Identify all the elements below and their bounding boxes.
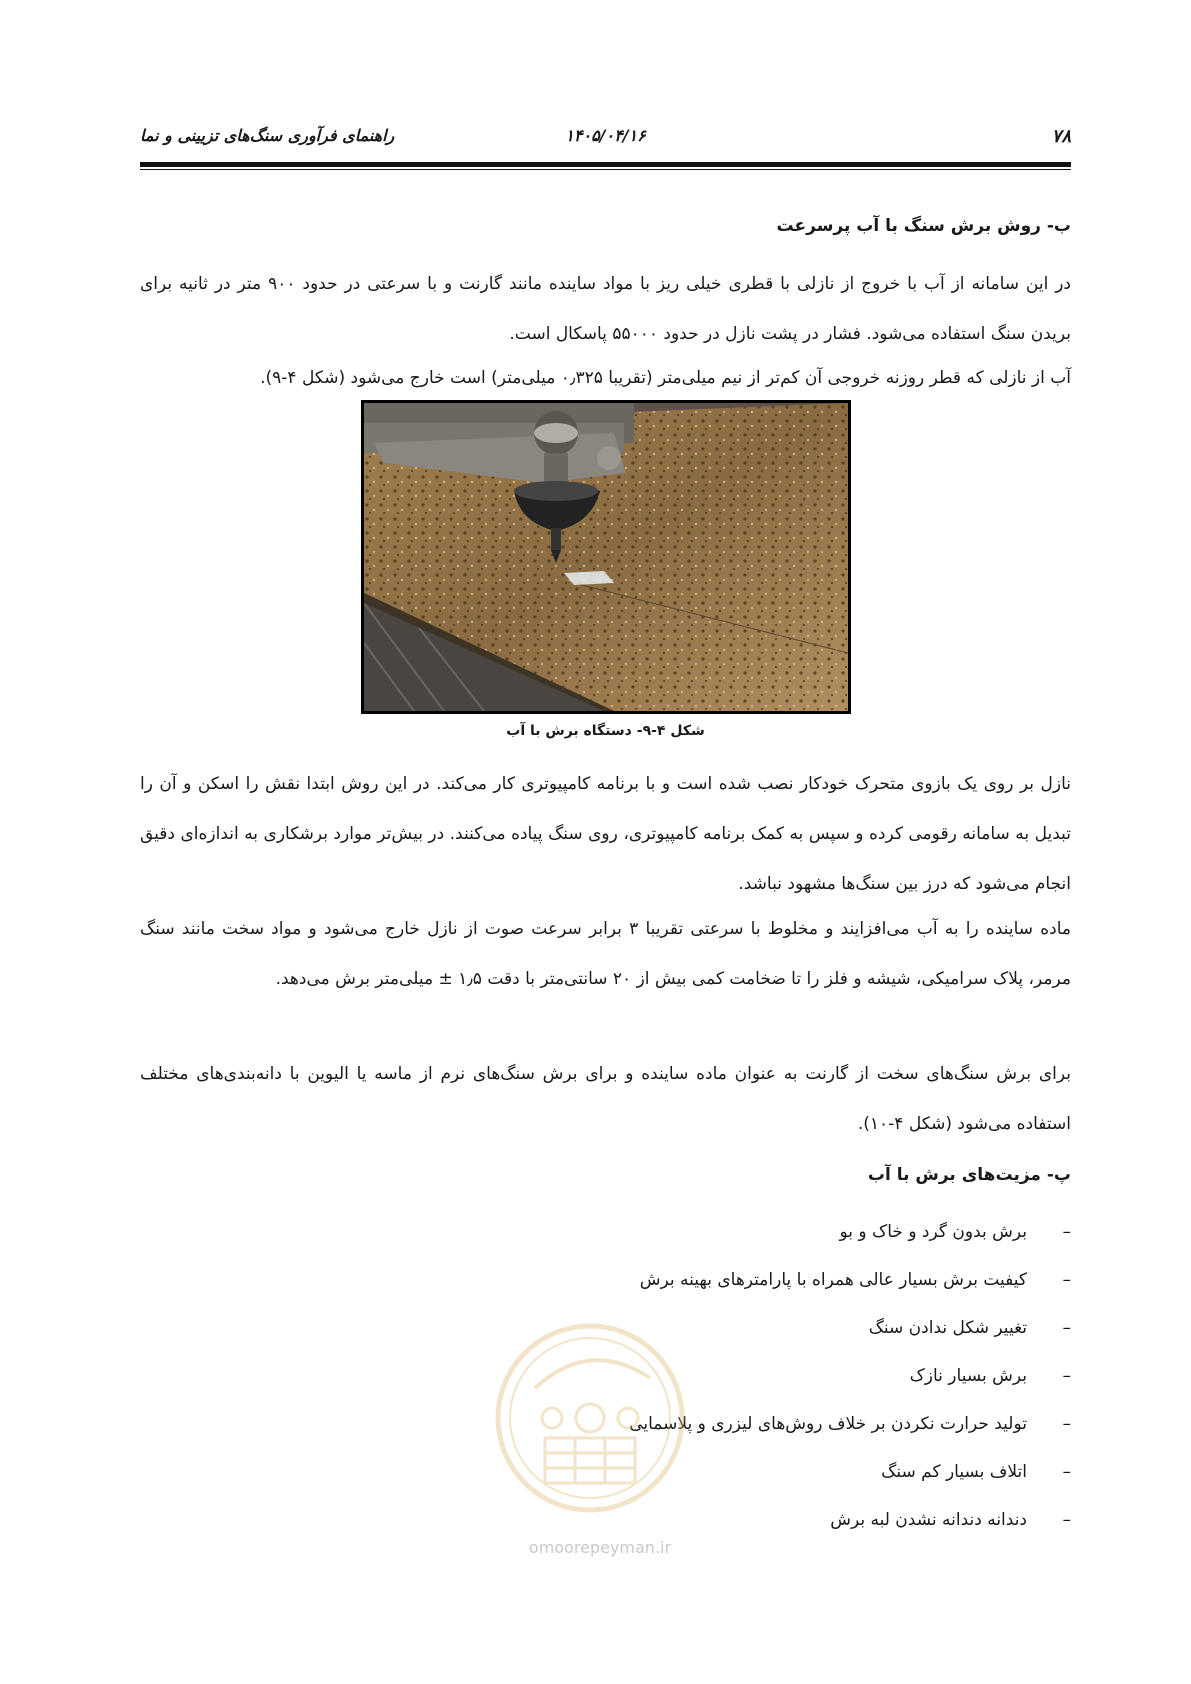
list-item-text: اتلاف بسیار کم سنگ [881,1462,1027,1482]
bullet-dash: – [1062,1462,1071,1482]
list-item-text: دندانه دندانه نشدن لبه برش [830,1510,1027,1530]
page-header [140,126,1071,156]
list-item [471,1256,1071,1304]
paragraph-4: ماده ساینده را به آب می‌افزایند و مخلوط با سرعتی تقریبا ۳ برابر سرعت صوت از نازل خارج می‌شود و مواد سخت مانند سنگ مرمر، پلاک سرامیکی، شیشه و فلز را تا ضخامت کمی بیش از ۲۰ سانتی‌متر با دقت ۱٫۵ ± میلی‌متر برش می‌دهد. [140,919,1071,989]
list-item-text: کیفیت برش بسیار عالی همراه با پارامترهای بهینه برش [639,1270,1027,1290]
book-title: راهنمای فرآوری سنگ‌های تزیینی و نما [140,126,395,145]
list-item [471,1208,1071,1256]
publisher-seal-icon [490,1318,690,1518]
list-item-text: تولید حرارت نکردن بر خلاف روش‌های لیزری و پلاسمایی [629,1414,1027,1434]
bullet-dash: – [1062,1510,1071,1530]
section-heading-waterjet: ب- روش برش سنگ با آب پرسرعت [776,216,1071,236]
waterjet-photo-illustration [364,403,848,711]
paragraph-5: برای برش سنگ‌های سخت از گارنت به عنوان ماده ساینده و برای برش سنگ‌های نرم از ماسه یا الیوین با دانه‌بندی‌های مختلف استفاده می‌شود (شکل ۴-۱۰). [140,1064,1071,1134]
paragraph-2: آب از نازلی که قطر روزنه خروجی آن کم‌تر از نیم میلی‌متر (تقریبا ۰٫۳۲۵ میلی‌متر) است خارج می‌شود (شکل ۴-۹). [260,368,1071,388]
list-item-text: تغییر شکل ندادن سنگ [868,1318,1027,1338]
bullet-dash: – [1062,1366,1071,1386]
bullet-dash: – [1062,1222,1071,1242]
section-heading-advantages: پ- مزیت‌های برش با آب [867,1165,1071,1185]
bullet-dash: – [1062,1318,1071,1338]
list-item-text: برش بسیار نازک [909,1366,1027,1386]
header-rule [140,162,1071,167]
bullet-dash: – [1062,1270,1071,1290]
page-number: ۷۸ [1051,126,1071,147]
header-date: ۱۴۰۵/۰۴/۱۶ [565,126,646,145]
list-item-text: برش بدون گرد و خاک و بو [839,1222,1027,1242]
watermark-site: omoorepeyman.ir [528,1538,672,1557]
bullet-dash: – [1062,1414,1071,1434]
paragraph-1: در این سامانه از آب با خروج از نازلی با قطری خیلی ریز با مواد ساینده مانند گارنت و با سرعتی در حدود ۹۰۰ متر در ثانیه برای بریدن سنگ استفاده می‌شود. فشار در پشت نازل در حدود ۵۵۰۰۰ پاسکال است. [140,274,1071,344]
header-rule-thin [140,169,1071,170]
figure-caption: شکل ۴-۹- دستگاه برش با آب [506,723,705,739]
paragraph-3: نازل بر روی یک بازوی متحرک خودکار نصب شده است و با برنامه کامپیوتری کار می‌کند. در این روش ابتدا نقش را اسکن و آن را تبدیل به سامانه رقومی کرده و سپس به کمک برنامه کامپیوتری، روی سنگ پیاده می‌کنند. در بیش‌تر موارد برشکاری به اندازه‌ای دقیق انجام می‌شود که درز بین سنگ‌ها مشهود نباشد. [140,774,1071,894]
waterjet-machine-photo [361,400,851,714]
